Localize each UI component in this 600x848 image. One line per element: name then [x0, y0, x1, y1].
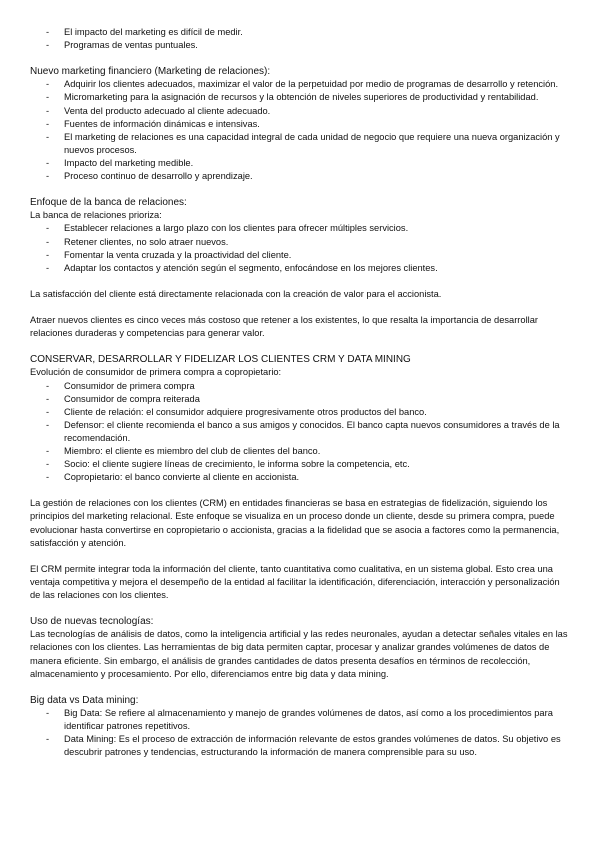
- list-item: - Retener clientes, no solo atraer nuevos.: [64, 236, 570, 249]
- gestion-paragraph: La gestión de relaciones con los clientes (CRM) en entidades financieras se basa en estrategias de fidelización, siguiendo los principios del marketing relacional. Este enfoque se visualiza en un proceso donde un cliente, desde su primera compra, puede evolucionar hasta convertirse en copropietario o accionista, gracias a la fidelidad que se asocia a factores como la permanencia, satisfacción y atención.: [30, 498, 560, 548]
- list-item: - Cliente de relación: el consumidor adquiere progresivamente otros productos del banco.: [64, 406, 570, 419]
- list-item: - Proceso continuo de desarrollo y aprendizaje.: [64, 170, 570, 183]
- crm-paragraph: El CRM permite integrar toda la información del cliente, tanto cuantitativa como cualitativa, en un sistema global. Esto crea una ventaja competitiva y mejora el desempeño de la entidad al facilitar la identificación, diferenciación, interacción y personalización de las relaciones con los clientes.: [30, 563, 560, 601]
- list-item: - Miembro: el cliente es miembro del club de clientes del banco.: [64, 445, 570, 458]
- list-item: - Venta del producto adecuado al cliente adecuado.: [64, 105, 570, 118]
- list-item: - Adaptar los contactos y atención según el segmento, enfocándose en los mejores clientes.: [64, 262, 570, 275]
- list-item: - Establecer relaciones a largo plazo con los clientes para ofrecer múltiples servicios.: [64, 222, 570, 235]
- list-item: - Consumidor de compra reiterada: [64, 393, 570, 406]
- bigdata-heading: Big data vs Data mining:: [30, 694, 139, 706]
- list-item: - Copropietario: el banco convierte al cliente en accionista.: [64, 471, 570, 484]
- list-item: - Micromarketing para la asignación de recursos y la obtención de niveles superiores de productividad y rentabilidad.: [64, 91, 570, 104]
- list-item: - Socio: el cliente sugiere líneas de crecimiento, le informa sobre la competencia, etc.: [64, 458, 570, 471]
- enfoque-list: [30, 222, 570, 274]
- list-item: - Programas de ventas puntuales.: [64, 39, 570, 52]
- list-item: - Adquirir los clientes adecuados, maximizar el valor de la perpetuidad por medio de programas de desarrollo y retención.: [64, 78, 570, 91]
- intro-list: [30, 26, 570, 52]
- bigdata-list: [30, 707, 570, 759]
- list-item: - Fomentar la venta cruzada y la proactividad del cliente.: [64, 249, 570, 262]
- nuevo-marketing-list: [30, 78, 570, 183]
- nuevo-marketing-heading: Nuevo marketing financiero (Marketing de relaciones):: [30, 66, 271, 78]
- satisfaccion-paragraph: La satisfacción del cliente está directamente relacionada con la creación de valor para el accionista.: [30, 288, 442, 299]
- enfoque-subheading: La banca de relaciones prioriza:: [30, 210, 162, 221]
- list-item: - Fuentes de información dinámicas e intensivas.: [64, 118, 570, 131]
- list-item: - Impacto del marketing medible.: [64, 157, 570, 170]
- list-item: - El marketing de relaciones es una capacidad integral de cada unidad de negocio que requiere una nueva organización y nuevos procesos.: [64, 131, 570, 157]
- atraer-paragraph: Atraer nuevos clientes es cinco veces más costoso que retener a los existentes, lo que resalta la importancia de desarrollar relaciones duraderas y competencias para generar valor.: [30, 315, 538, 339]
- crm-evolution-list: [30, 380, 570, 485]
- list-item: - Big Data: Se refiere al almacenamiento y manejo de grandes volúmenes de datos, así como a los procedimientos para identificar patrones repetitivos.: [64, 707, 570, 733]
- list-item: - El impacto del marketing es difícil de medir.: [64, 26, 570, 39]
- tecnologias-paragraph: Las tecnologías de análisis de datos, como la inteligencia artificial y las redes neuronales, ayudan a detectar señales vitales en las relaciones con los clientes. Las herramientas de big data permiten captar, procesar y analizar grandes volúmenes de datos de manera eficiente. Sin embargo, el análisis de grandes cantidades de datos presenta desafíos en términos de recolección, almacenamiento y procesamiento. Por ello, diferenciamos entre big data y data mining.: [30, 629, 568, 679]
- list-item: - Defensor: el cliente recomienda el banco a sus amigos y conocidos. El banco capta nuevos consumidores a través de la recomendación.: [64, 419, 570, 445]
- crm-subheading: Evolución de consumidor de primera compra a copropietario:: [30, 367, 282, 378]
- enfoque-heading: Enfoque de la banca de relaciones:: [30, 197, 187, 209]
- crm-heading: CONSERVAR, DESARROLLAR Y FIDELIZAR LOS CLIENTES CRM Y DATA MINING: [30, 354, 411, 366]
- tecnologias-heading: Uso de nuevas tecnologías:: [30, 616, 154, 628]
- list-item: - Consumidor de primera compra: [64, 380, 570, 393]
- list-item: - Data Mining: Es el proceso de extracción de información relevante de estos grandes volúmenes de datos. Su objetivo es descubrir patrones y tendencias, estructurando la información de manera comprensible para su uso.: [64, 733, 570, 759]
- document-page: [30, 26, 570, 759]
